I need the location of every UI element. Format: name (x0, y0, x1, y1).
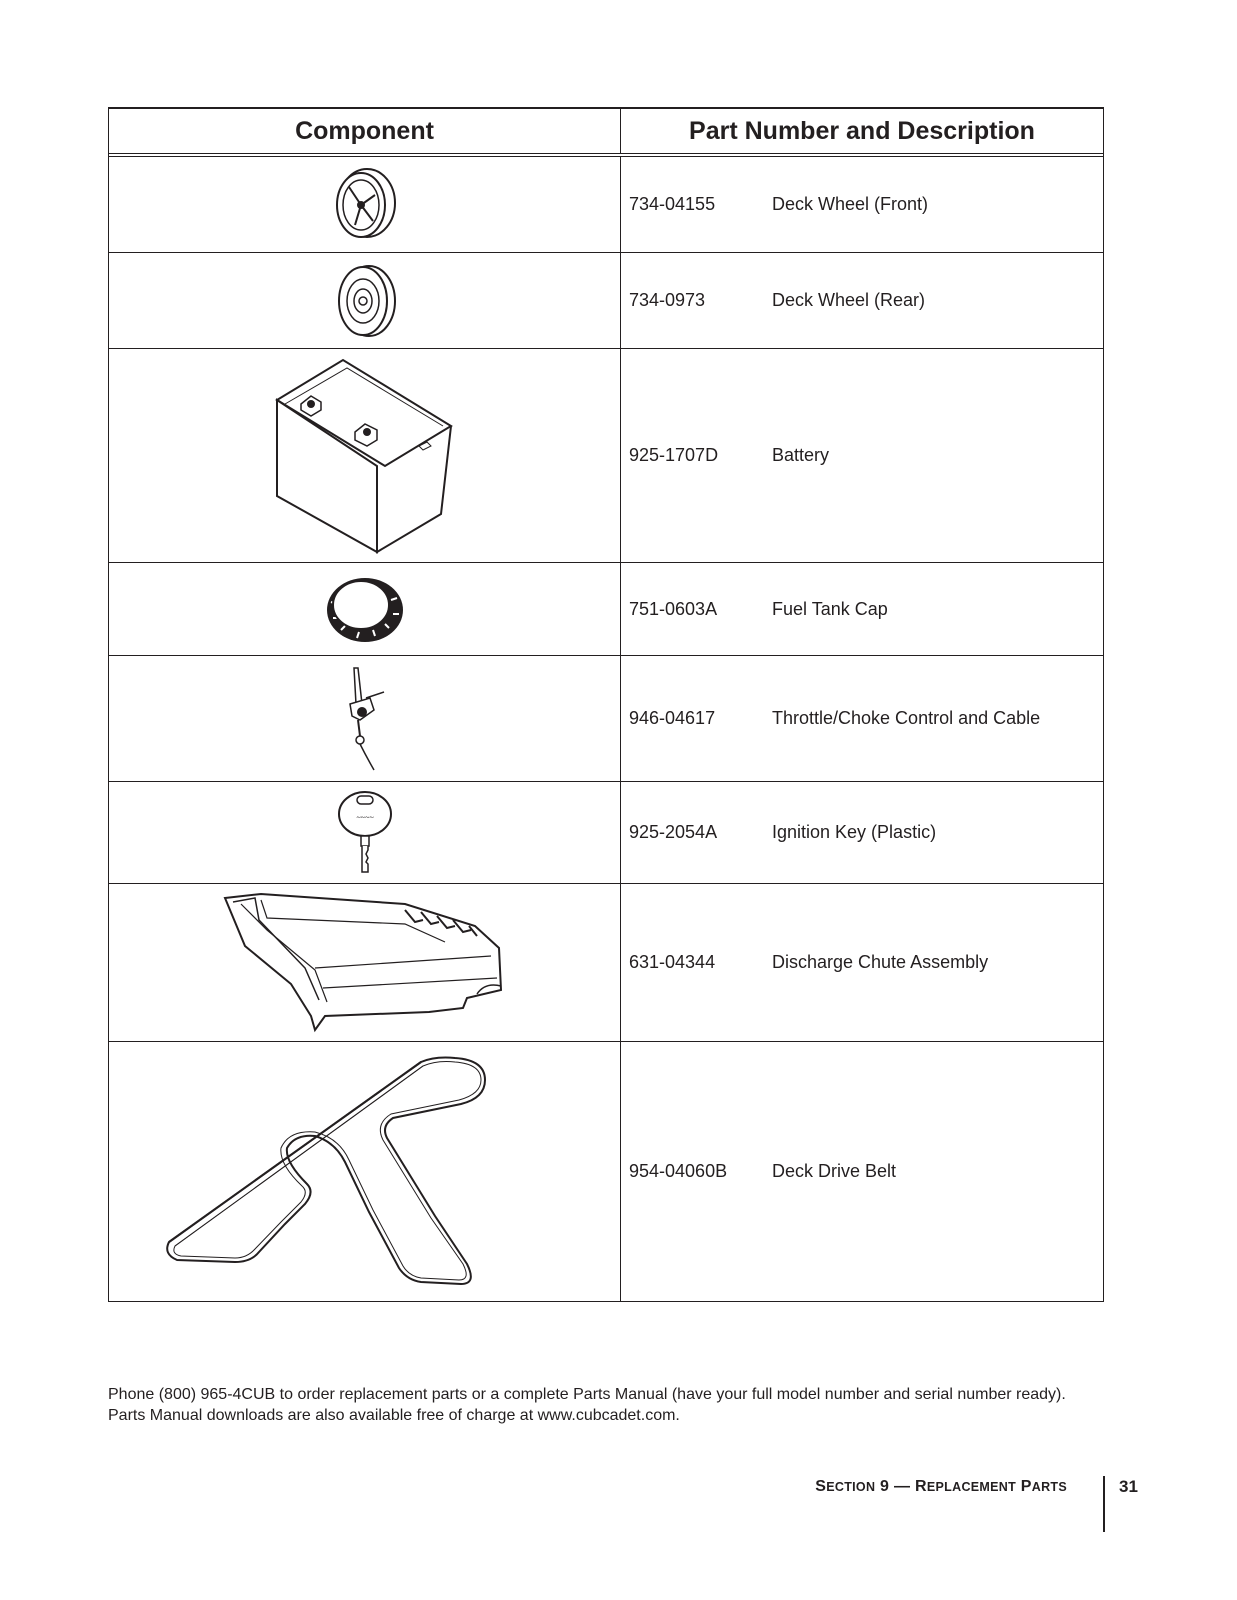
section-title-initial-1: R (915, 1478, 927, 1495)
part-number: 734-0973 (629, 290, 706, 310)
table-row (109, 1042, 1103, 1301)
section-title-rest-2: ARTS (1031, 1480, 1067, 1494)
page-number: 31 (1119, 1477, 1138, 1496)
deck-drive-belt-drawing (109, 1042, 621, 1301)
page-divider (1103, 1476, 1105, 1532)
part-number: 925-2054A (629, 822, 718, 842)
fuel-tank-cap-drawing (109, 563, 621, 655)
section-dash: — (893, 1478, 911, 1495)
deck-wheel-front-drawing (109, 157, 621, 252)
part-number: 925-1707D (629, 445, 719, 465)
part-number: 954-04060B (629, 1161, 728, 1181)
table-header (109, 109, 1103, 157)
part-number: 946-04617 (629, 708, 716, 728)
part-description: Discharge Chute Assembly (772, 952, 989, 972)
ordering-note: Phone (800) 965-4CUB to order replacement parts or a complete Parts Manual (have your full model number and serial number ready). Parts Manual downloads are also available free of charge at www.cubcadet.com. (108, 1386, 1066, 1424)
part-number: 751-0603A (629, 598, 718, 619)
part-description: Deck Drive Belt (772, 1161, 897, 1181)
part-number: 631-04344 (629, 952, 716, 972)
part-description: Ignition Key (Plastic) (772, 822, 937, 842)
throttle-choke-control-drawing (109, 656, 621, 781)
section-number: 9 (880, 1478, 890, 1495)
part-description: Battery (772, 445, 830, 465)
section-prefix-initial: S (815, 1478, 827, 1495)
table-row (109, 563, 1103, 656)
section-prefix-rest: ECTION (826, 1480, 876, 1494)
part-number: 734-04155 (629, 194, 716, 214)
parts-table (108, 107, 1104, 1302)
deck-wheel-rear-drawing (109, 253, 621, 348)
table-row (109, 349, 1103, 563)
section-title-initial-2: P (1020, 1478, 1032, 1495)
svg-text:~~~~: ~~~~ (355, 812, 374, 822)
discharge-chute-drawing (109, 884, 621, 1041)
header-component: Component (109, 109, 621, 153)
ignition-key-drawing (109, 782, 621, 883)
header-part-number-description: Part Number and Description (689, 116, 1035, 145)
part-description: Throttle/Choke Control and Cable (772, 708, 1041, 728)
table-row (109, 782, 1103, 884)
table-row (109, 656, 1103, 782)
battery-drawing (109, 349, 621, 562)
table-row (109, 884, 1103, 1042)
section-title-rest-1: EPLACEMENT (926, 1480, 1017, 1494)
table-row (109, 253, 1103, 349)
part-description: Fuel Tank Cap (772, 598, 888, 619)
section-label (815, 1478, 1067, 1496)
part-description: Deck Wheel (Rear) (772, 290, 926, 310)
table-row (109, 157, 1103, 253)
part-description: Deck Wheel (Front) (772, 194, 929, 214)
